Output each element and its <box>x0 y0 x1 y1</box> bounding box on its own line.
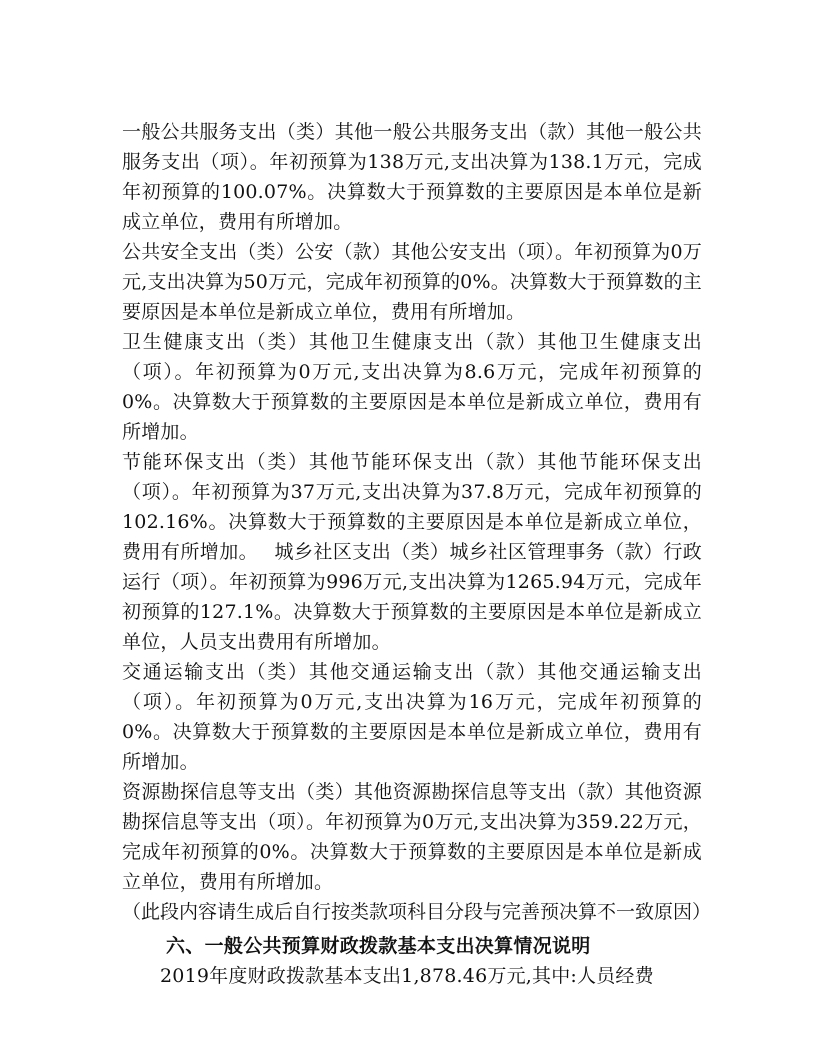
paragraph-public-security: 公共安全支出（类）公安（款）其他公安支出（项）。年初预算为0万元,支出决算为50万元，完成年初预算的0%。决算数大于预算数的主要原因是本单位是新成立单位，费用有所增加。 <box>122 241 702 323</box>
paragraph-basic-expenditure: 2019年度财政拨款基本支出1,878.46万元,其中:人员经费 <box>160 965 654 987</box>
editorial-note: （此段内容请生成后自行按类款项科目分段与完善预决算不一致原因） <box>122 901 712 923</box>
paragraph-general-public-services: 一般公共服务支出（类）其他一般公共服务支出（款）其他一般公共服务支出（项）。年初预算为138万元,支出决算为138.1万元，完成年初预算的100.07%。决算数大于预算数的主要原因是本单位是新成立单位，费用有所增加。 <box>122 121 702 233</box>
paragraph-resource-exploration: 资源勘探信息等支出（类）其他资源勘探信息等支出（款）其他资源勘探信息等支出（项）。年初预算为0万元,支出决算为359.22万元，完成年初预算的0%。决算数大于预算数的主要原因是本单位是新成立单位，费用有所增加。 <box>122 781 702 893</box>
paragraph-health: 卫生健康支出（类）其他卫生健康支出（款）其他卫生健康支出（项）。年初预算为0万元,支出决算为8.6万元，完成年初预算的0%。决算数大于预算数的主要原因是本单位是新成立单位，费用有所增加。 <box>122 331 702 443</box>
document-body <box>122 117 712 991</box>
section-heading: 六、一般公共预算财政拨款基本支出决算情况说明 <box>166 935 591 957</box>
paragraph-energy-environment: 节能环保支出（类）其他节能环保支出（款）其他节能环保支出（项）。年初预算为37万元,支出决算为37.8万元，完成年初预算的102.16%。决算数大于预算数的主要原因是本单位是新成立单位，费用有所增加。 城乡社区支出（类）城乡社区管理事务（款）行政运行（项）。年初预算为996万元,支出决算为1265.94万元，完成年初预算的127.1%。决算数大于预算数的主要原因是本单位是新成立单位，人员支出费用有所增加。 <box>122 451 702 653</box>
paragraph-transportation: 交通运输支出（类）其他交通运输支出（款）其他交通运输支出（项）。年初预算为0万元,支出决算为16万元，完成年初预算的0%。决算数大于预算数的主要原因是本单位是新成立单位，费用有所增加。 <box>122 661 702 773</box>
